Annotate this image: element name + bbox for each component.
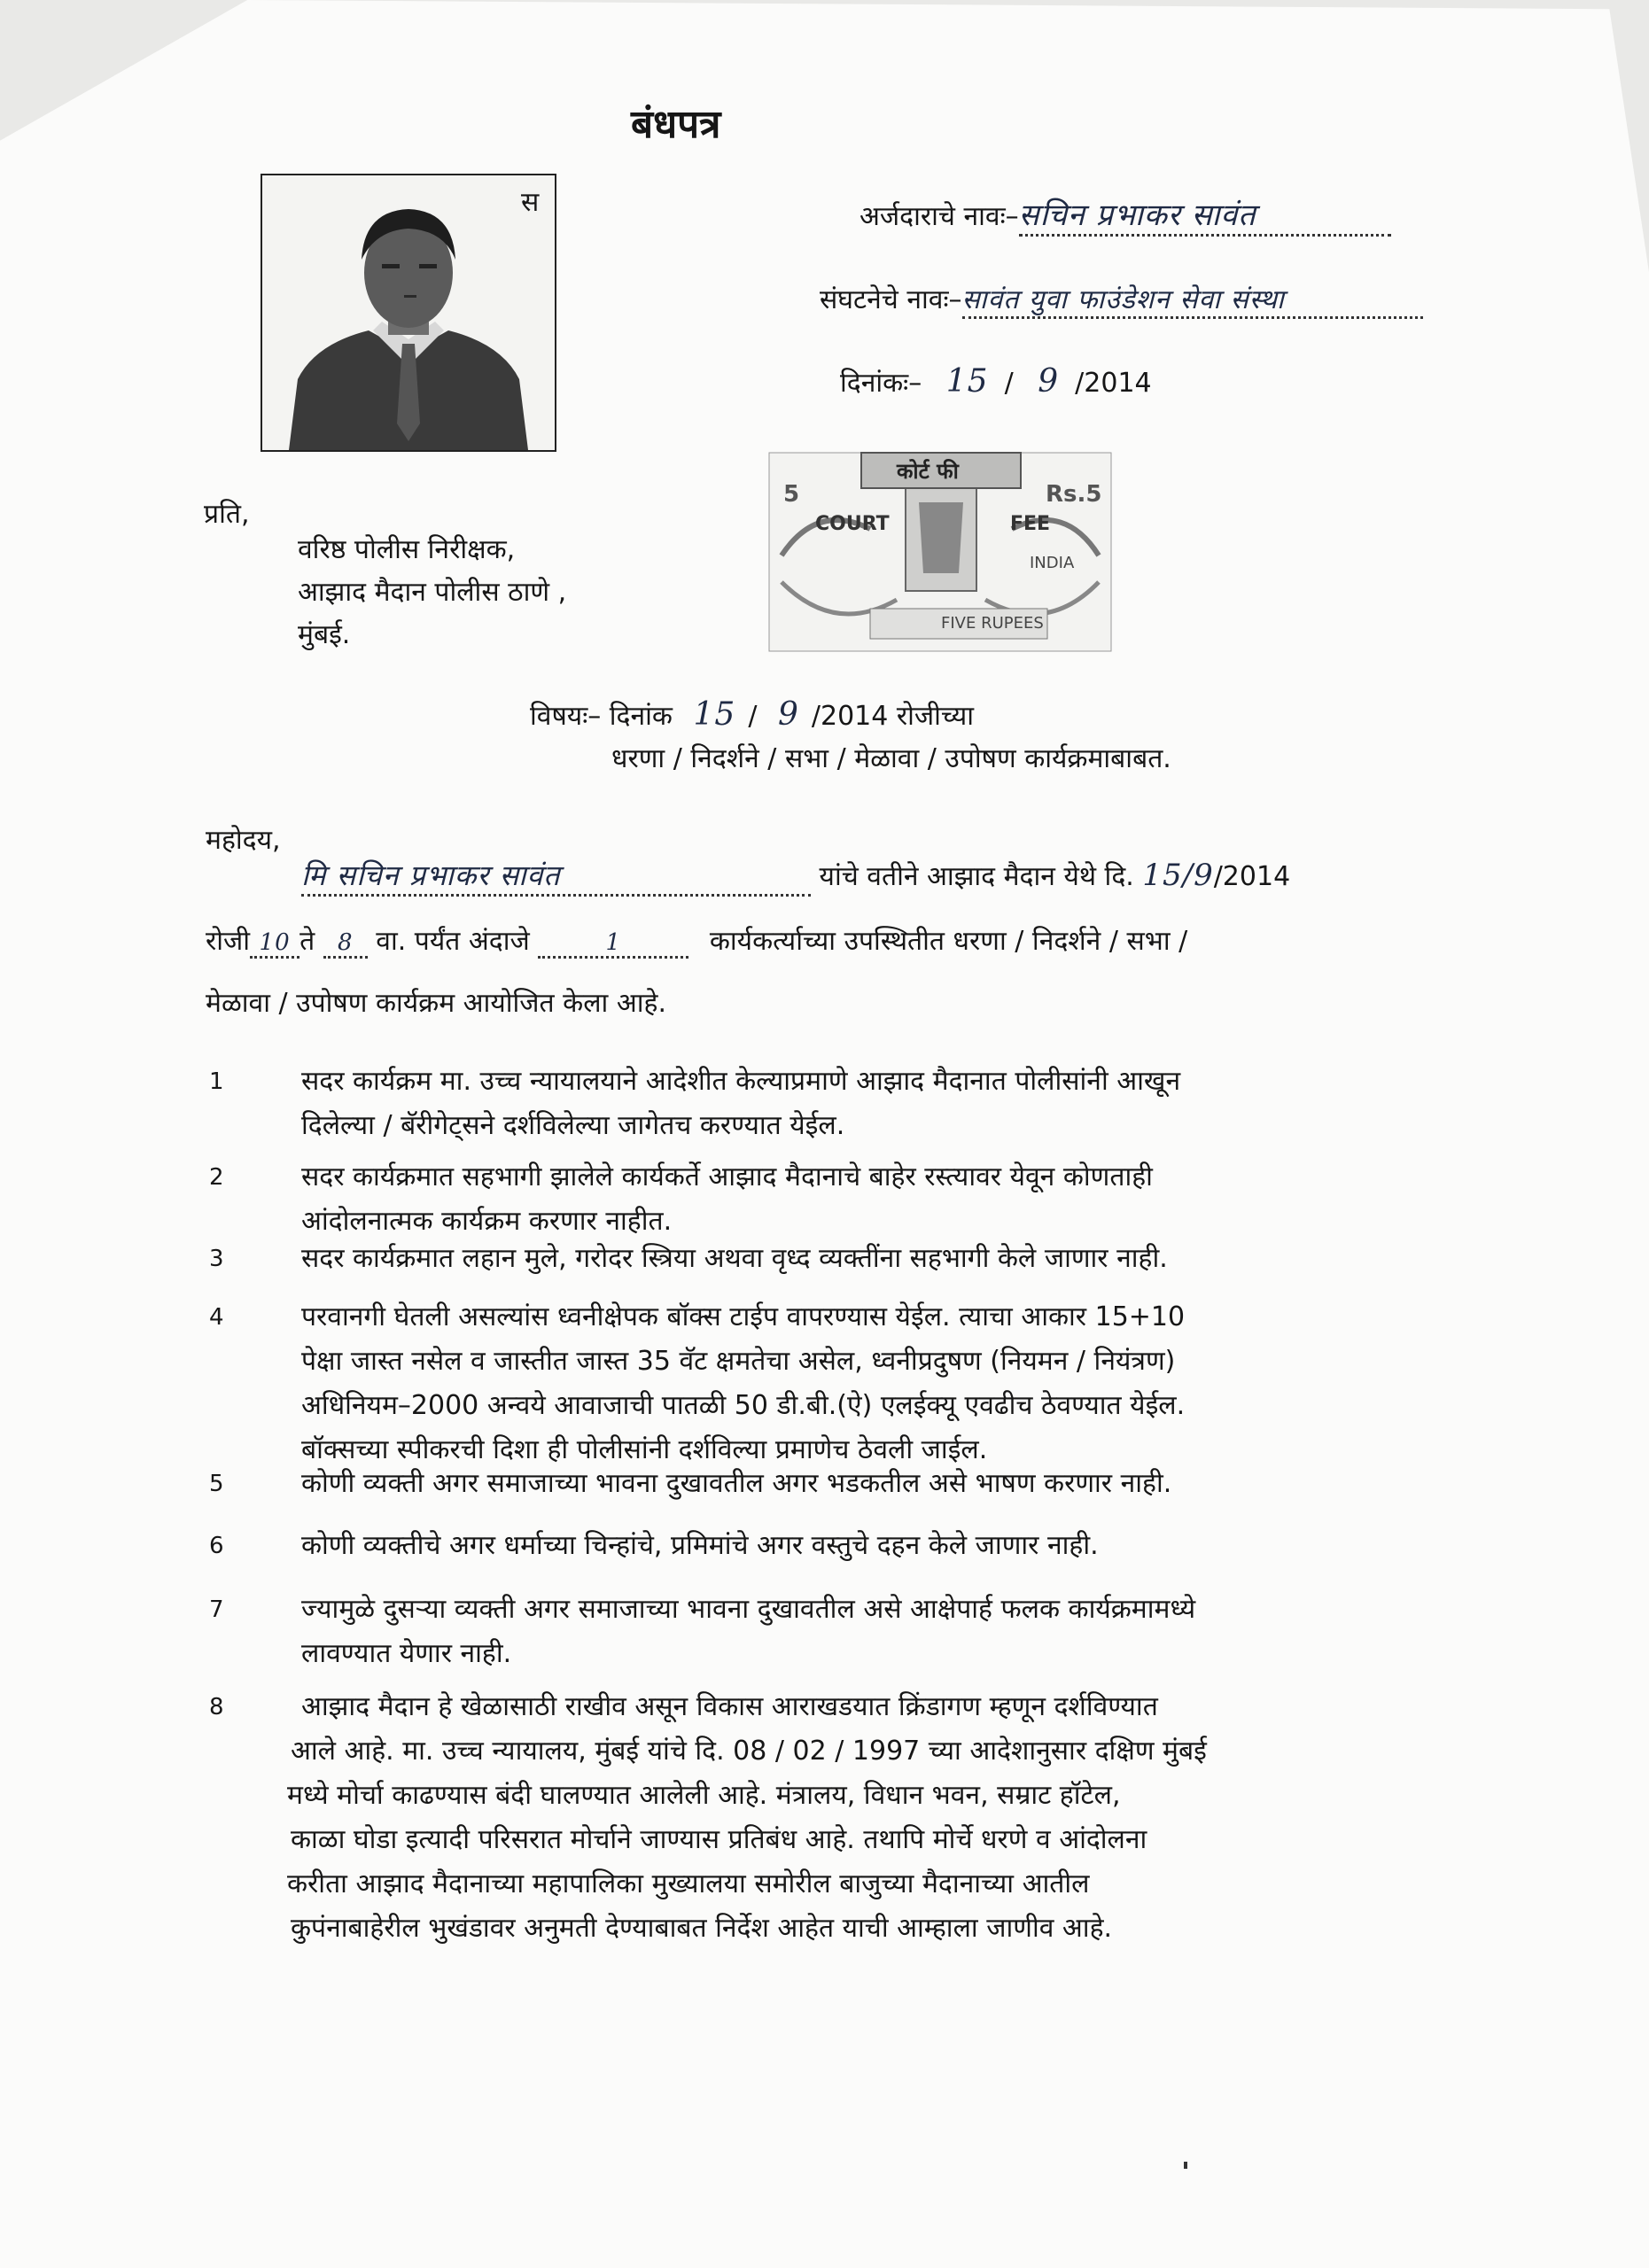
body-count: 1 (538, 929, 688, 959)
condition-number: 5 (209, 1471, 224, 1497)
body-te: ते (299, 926, 315, 957)
condition-line: परवानगी घेतली असल्यांस ध्वनीक्षेपक बॉक्स टाईप वापरण्यास येईल. त्याचा आकार 15+10 (301, 1301, 1186, 1332)
stamp-court-text: COURT (815, 513, 890, 535)
body-year: /2014 (1213, 861, 1291, 892)
condition-line: काळा घोडा इत्यादी परिसरात मोर्चाने जाण्यास प्रतिबंध आहे. तथापि मोर्चे धरणे व आंदोलना (291, 1824, 1147, 1855)
condition-text (301, 1155, 1153, 1244)
recipient-line-3: मुंबई. (298, 619, 351, 650)
body-line-1 (301, 856, 1290, 897)
body-line-3: मेळावा / उपोषण कार्यक्रम आयोजित केला आहे. (206, 988, 666, 1019)
condition-number: 6 (209, 1533, 224, 1559)
stamp-fee-text: FEE (1010, 513, 1051, 535)
condition-line: पेक्षा जास्त नसेल व जास्तीत जास्त 35 वॅट क्षमतेचा असेल, ध्वनीप्रदुषण (नियमन / नियंत्रण) (301, 1346, 1176, 1377)
condition-line: मध्ये मोर्चा काढण्यास बंदी घालण्यात आलेली आहे. मंत्रालय, विधान भवन, सम्राट हॉटेल, (287, 1780, 1121, 1811)
stray-mark (1184, 2162, 1187, 2169)
condition-number: 2 (209, 1164, 224, 1191)
condition-line: सदर कार्यक्रमात लहान मुले, गरोदर स्त्रिया अथवा वृध्द व्यक्तींना सहभागी केले जाणार नाही. (301, 1243, 1168, 1274)
condition-text (301, 1295, 1185, 1472)
condition-number: 7 (209, 1596, 224, 1623)
condition-line: सदर कार्यक्रम मा. उच्च न्यायालयाने आदेशीत केल्याप्रमाणे आझाद मैदानात पोलीसांनी आखून (301, 1066, 1181, 1097)
condition-line: सदर कार्यक्रमात सहभागी झालेले कार्यकर्ते आझाद मैदानाचे बाहेर रस्त्यावर येवून कोणताही (301, 1161, 1153, 1192)
document-title: बंधपत्र (631, 102, 721, 147)
condition-text (301, 1588, 1195, 1676)
subject-month: 9 (777, 696, 799, 733)
stamp-country-text: INDIA (1030, 554, 1075, 572)
condition-number: 1 (209, 1068, 224, 1095)
stamp-value-right: Rs.5 (1046, 481, 1102, 508)
body-after-count: कार्यकर्त्याच्या उपस्थितीत धरणा / निदर्शने / सभा / (709, 926, 1188, 957)
applicant-name-label: अर्जदाराचे नावः– (860, 201, 1019, 232)
header-date-month: 9 (1038, 363, 1060, 400)
body-after-name: यांचे वतीने आझाद मैदान येथे दि. (819, 861, 1134, 892)
photo-corner-text: स (521, 187, 540, 218)
recipient-line-2: आझाद मैदान पोलीस ठाणे , (298, 577, 567, 608)
condition-text (301, 1060, 1180, 1148)
organization-name-row (820, 280, 1423, 319)
person-photo-icon (262, 175, 555, 450)
subject-line-2: धरणा / निदर्शने / सभा / मेळावा / उपोषण कार्यक्रमाबाबत. (611, 743, 1171, 774)
condition-line: बॉक्सच्या स्पीकरची दिशा ही पोलीसांनी दर्शविल्या प्रमाणेच ठेवली जाईल. (301, 1434, 988, 1465)
header-date-year: 2014 (1084, 368, 1152, 399)
applicant-photo (261, 174, 556, 452)
subject-day: 15 (693, 696, 736, 733)
applicant-name-value: सचिन प्रभाकर सावंत (1019, 193, 1391, 237)
condition-text (301, 1524, 1099, 1568)
condition-line: करीता आझाद मैदानाच्या महापालिका मुख्यालया समोरील बाजुच्या मैदानाच्या आतील (287, 1868, 1090, 1899)
body-from-time: 10 (250, 929, 299, 959)
recipient-prati: प्रति, (204, 499, 250, 530)
condition-text (287, 1685, 1207, 1951)
condition-line: कोणी व्यक्ती अगर समाजाच्या भावना दुखावतील अगर भडकतील असे भाषण करणार नाही. (301, 1468, 1172, 1499)
stamp-value-left: 5 (783, 481, 800, 508)
condition-number: 3 (209, 1246, 224, 1272)
salutation: महोदय, (206, 825, 281, 856)
condition-line: आझाद मैदान हे खेळासाठी राखीव असून विकास आराखडयात क्रिंडागण म्हणून दर्शविण्यात (301, 1691, 1158, 1722)
body-roji: रोजी (206, 926, 251, 957)
header-date-label: दिनांकः– (840, 368, 922, 399)
subject-line-1: विषयः– दिनांक 15 / 9 /2014 रोजीच्या (530, 696, 974, 733)
stamp-top-text: कोर्ट फी (897, 459, 959, 484)
condition-number: 8 (209, 1694, 224, 1720)
subject-suffix: /2014 रोजीच्या (811, 701, 974, 732)
court-fee-stamp (764, 449, 1116, 655)
header-date-day: 15 (945, 363, 989, 400)
recipient-line-1: वरिष्ठ पोलीस निरीक्षक, (298, 534, 516, 565)
condition-line: कोणी व्यक्तीचे अगर धर्माच्या चिन्हांचे, प्रमिमांचे अगर वस्तुचे दहन केले जाणार नाही. (301, 1530, 1099, 1561)
condition-line: ज्यामुळे दुसऱ्या व्यक्ती अगर समाजाच्या भावना दुखावतील असे आक्षेपार्ह फलक कार्यक्रमामध्ये (301, 1594, 1196, 1625)
condition-line: आंदोलनात्मक कार्यक्रम करणार नाहीत. (301, 1206, 673, 1237)
applicant-name-row (860, 193, 1391, 237)
body-name-handwritten: मि सचिन प्रभाकर सावंत (301, 856, 811, 897)
header-date-row: दिनांकः– 15 / 9 /2014 (840, 363, 1152, 400)
condition-text (301, 1237, 1168, 1281)
organization-name-label: संघटनेचे नावः– (820, 284, 962, 315)
condition-line: कुपंनाबाहेरील भुखंडावर अनुमती देण्याबाबत निर्देश आहेत याची आम्हाला जाणीव आहे. (291, 1913, 1113, 1944)
body-date-hand: 15/9 (1142, 858, 1214, 893)
body-to-time: 8 (323, 929, 368, 959)
body-line-2 (206, 921, 1187, 959)
subject-prefix: विषयः– दिनांक (530, 701, 673, 732)
body-pm: वा. पर्यंत अंदाजे (376, 926, 530, 957)
condition-line: अधिनियम–2000 अन्वये आवाजाची पातळी 50 डी.बी.(ऐ) एलईक्यू एवढीच ठेवण्यात येईल. (301, 1390, 1186, 1421)
stamp-bottom-text: FIVE RUPEES (941, 614, 1044, 633)
condition-line: दिलेल्या / बॅरीगेट्सने दर्शविलेल्या जागेतच करण्यात येईल. (301, 1110, 845, 1141)
condition-line: आले आहे. मा. उच्च न्यायालय, मुंबई यांचे दि. 08 / 02 / 1997 च्या आदेशानुसार दक्षिण मुंबई (291, 1736, 1207, 1767)
condition-line: लावण्यात येणार नाही. (301, 1638, 512, 1669)
organization-name-value: सावंत युवा फाउंडेशन सेवा संस्था (962, 280, 1423, 319)
condition-number: 4 (209, 1304, 224, 1331)
condition-text (301, 1462, 1171, 1506)
